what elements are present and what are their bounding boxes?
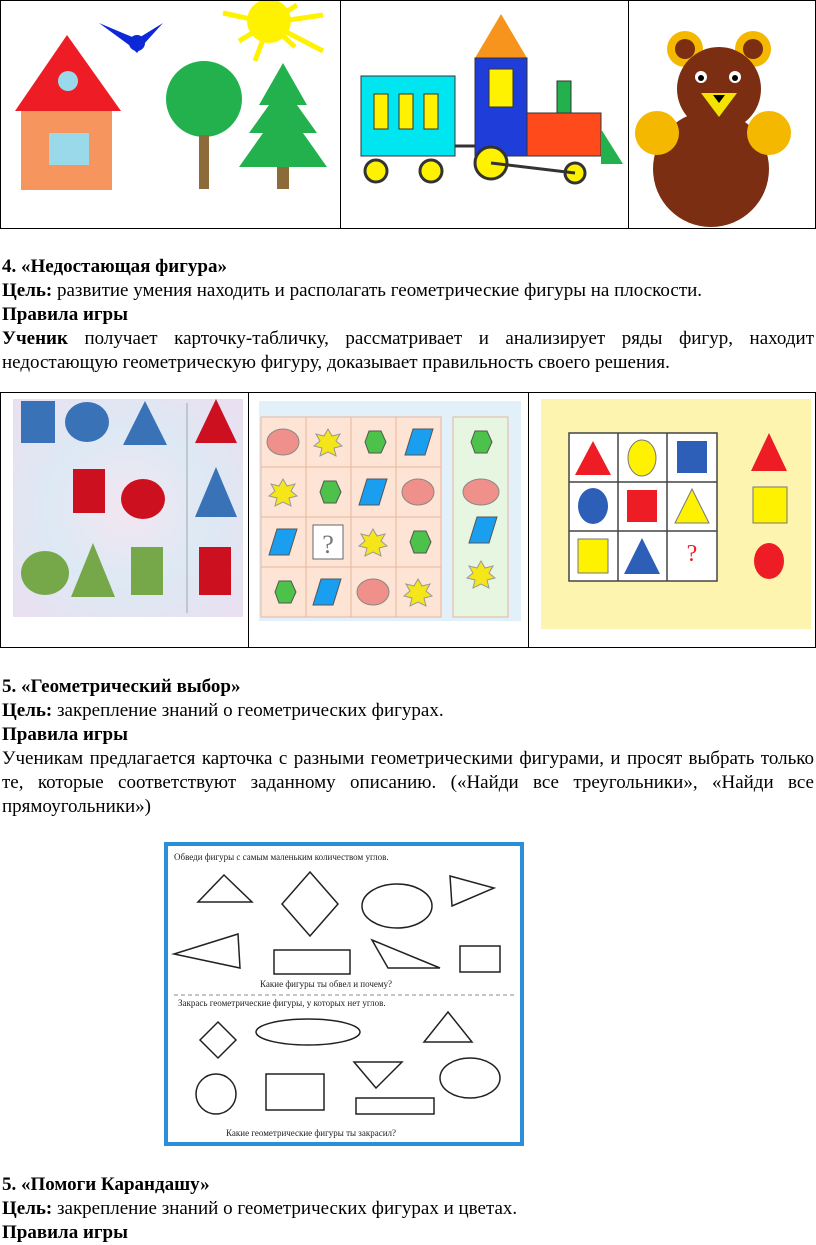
house-window-round: [58, 71, 78, 91]
worksheet-image: [164, 842, 524, 1146]
tree-trunk: [199, 135, 209, 189]
section5a-text: [2, 675, 814, 819]
section4-rules-heading: Правила игры: [2, 304, 128, 325]
worksheet-line-1: Обведи фигуры с самым маленьким количеством углов.: [174, 852, 389, 862]
missing-figure-question-mark: ?: [322, 530, 334, 559]
section5b-rules-heading: Правила игры: [2, 1222, 128, 1243]
section4-title: 4. «Недостающая фигура»: [2, 256, 227, 277]
card-3-cell: [529, 393, 815, 647]
missing-figure-card-2: [249, 393, 528, 647]
train-engine: [527, 113, 601, 156]
section5b-text: [2, 1173, 814, 1245]
train-picture-cell: [341, 1, 629, 228]
card-1-cell: [1, 393, 249, 647]
worksheet-line-2: Какие фигуры ты обвел и почему?: [260, 979, 393, 989]
tree-crown: [166, 61, 242, 137]
bear-picture: [629, 1, 815, 228]
section5a-rules: Ученикам предлагается карточка с разными геометрическими фигурами, и просят выбрать только те, которые соответствуют заданному описанию. («Найди все треугольники», «Найди все прямоугольники»): [2, 748, 814, 817]
house-window: [49, 133, 89, 165]
section5b-goal: Цель: закрепление знаний о геометрических фигурах и цветах.: [2, 1198, 518, 1219]
card-2-cell: [249, 393, 529, 647]
bear-head: [677, 47, 761, 131]
missing-figure-card-3: [529, 393, 815, 647]
train-picture: [341, 1, 628, 228]
house-picture-cell: [1, 1, 341, 228]
section5a-title: 5. «Геометрический выбор»: [2, 676, 241, 697]
worksheet-line-3: Закрась геометрические фигуры, у которых нет углов.: [178, 998, 386, 1008]
geometry-worksheet: [164, 842, 524, 1146]
train-cabin-roof: [475, 14, 527, 58]
worksheet-line-4: Какие геометрические фигуры ты закрасил?: [226, 1128, 397, 1138]
section5b-title: 5. «Помоги Карандашу»: [2, 1174, 210, 1195]
card-question-mark: ?: [686, 541, 698, 567]
bear-picture-cell: [629, 1, 815, 228]
house-tree-picture: [1, 1, 340, 228]
section5a-goal: Цель: закрепление знаний о геометрических фигурах.: [2, 700, 444, 721]
section5a-rules-heading: Правила игры: [2, 724, 128, 745]
pictures-table: [0, 0, 816, 229]
train-chimney: [557, 81, 571, 113]
cards-table: [0, 392, 816, 648]
missing-figure-card-1: [1, 393, 248, 647]
section4-rules: Ученик получает карточку-табличку, рассматривает и анализирует ряды фигур, находит недостающую геометрическую фигуру, доказывает правильность своего решения.: [2, 328, 814, 373]
fir-tree: [239, 63, 327, 167]
section4-text: [2, 255, 814, 375]
bird-head: [129, 35, 145, 51]
section4-goal: Цель: развитие умения находить и располагать геометрические фигуры на плоскости.: [2, 280, 703, 301]
